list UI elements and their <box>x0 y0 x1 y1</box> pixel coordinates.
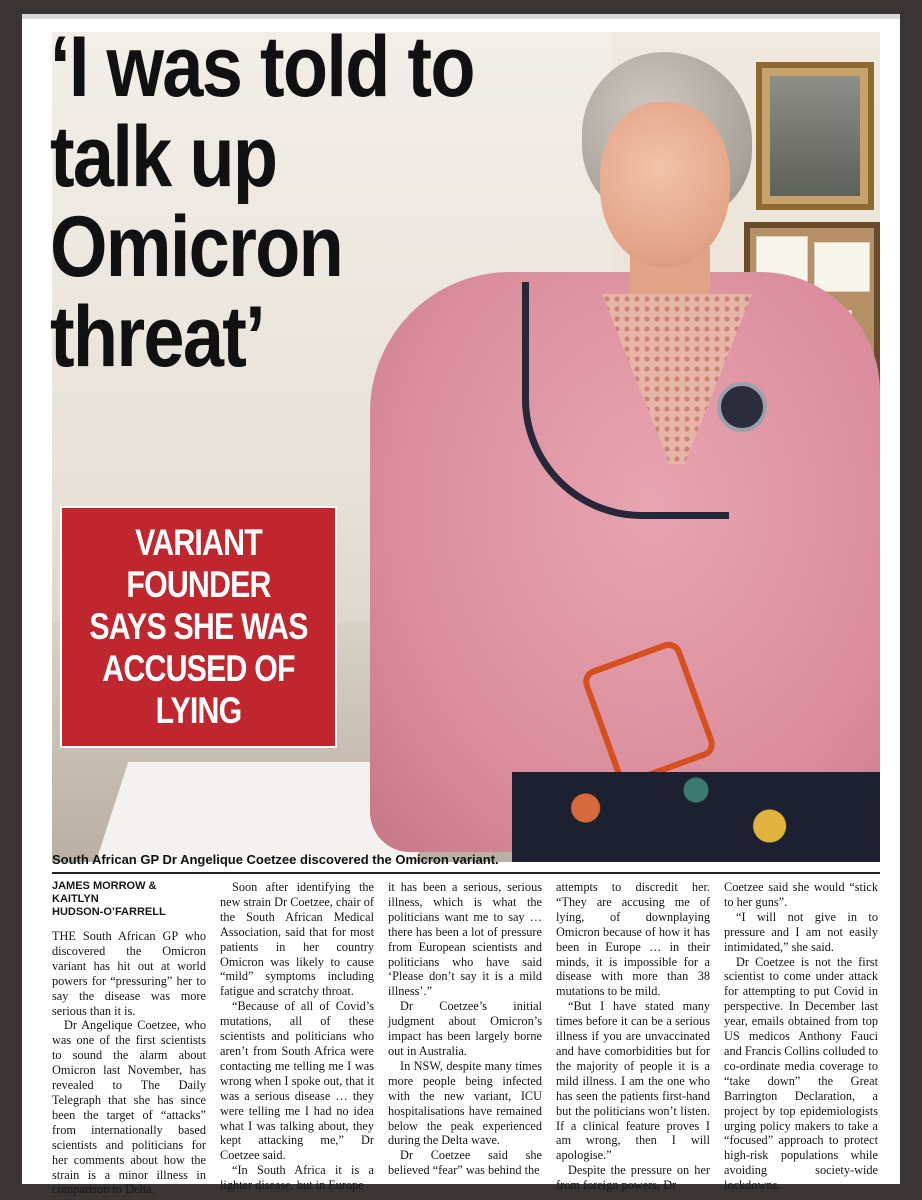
paragraph: THE South African GP who discovered the Omicron variant has hit out at world powers for “pressuring” her to say the disease was more serious than it is. <box>52 929 206 1018</box>
paragraph: it has been a serious, serious illness, which is what the politicians want me to say … there has been a lot of pressure from European scientists and politicians who have said ‘Please don’t say it is a mild illness’.” <box>388 880 542 999</box>
article-body <box>52 880 880 1197</box>
paragraph: Dr Coetzee’s initial judgment about Omicron’s impact has been largely borne out in Australia. <box>388 999 542 1058</box>
paragraph: Dr Coetzee said she believed “fear” was behind the <box>388 1148 542 1178</box>
photo-caption: South African GP Dr Angelique Coetzee discovered the Omicron variant. <box>52 852 499 867</box>
article-column-2 <box>220 880 374 1193</box>
caption-rule <box>52 872 880 874</box>
paragraph: “I will not give in to pressure and I am not easily intimidated,” she said. <box>724 909 878 954</box>
paragraph: “In South Africa it is a lighter disease, but in Europe <box>220 1163 374 1193</box>
paragraph: Dr Angelique Coetzee, who was one of the first scientists to sound the alarm about Omicron last November, has revealed to The Daily Telegraph that she has since been the target of “attacks” from internationally based scientists and politicians for her comments about how the strain is a minor illness in comparison to Delta. <box>52 1018 206 1197</box>
paragraph: Soon after identifying the new strain Dr Coetzee, chair of the South African Medical Association, said that for most patients in her country Omicron was likely to cause “mild” symptoms including fatigue and scratchy throat. <box>220 880 374 999</box>
stethoscope-head-icon <box>717 382 767 432</box>
paragraph: In NSW, despite many times more people being infected with the new variant, ICU hospitalisations have remained below the peak experienced during the Delta wave. <box>388 1058 542 1148</box>
article-column-1 <box>52 880 206 1197</box>
headline: ‘I was told to talk up Omicron threat’ <box>50 19 474 385</box>
article-column-4 <box>556 880 710 1193</box>
byline: JAMES MORROW & KAITLYN HUDSON-O’FARRELL <box>52 880 166 918</box>
article-column-3 <box>388 880 542 1178</box>
paragraph: “Because of all of Covid’s mutations, all of these scientists and politicians who aren’t from South Africa were contacting me telling me I was wrong when I spoke out, that it was a serious disease … they were telling me I had no idea what I was talking about, they kept attacking me,” Dr Coetzee said. <box>220 999 374 1163</box>
article-column-5 <box>724 880 878 1193</box>
standfirst-text: VARIANT FOUNDER SAYS SHE WAS ACCUSED OF LYING <box>89 522 308 731</box>
face <box>600 102 730 267</box>
standfirst-box <box>60 506 337 748</box>
paragraph: Dr Coetzee is not the first scientist to come under attack for attempting to put Covid in perspective. In December last year, emails obtained from top US medicos Anthony Fauci and Francis Collins colluded to co-ordinate media coverage to “take down” the Great Barrington Declaration, a project by top epidemiologists urging policy makers to take a “focused” approach to protect high-risk populations while avoiding society-wide lockdowns. <box>724 954 878 1193</box>
newspaper-page <box>22 14 900 1197</box>
paragraph: Despite the pressure on her from foreign powers, Dr <box>556 1163 710 1193</box>
paragraph: “But I have stated many times before it can be a serious illness if you are unvaccinated and have comorbidities but for the majority of people it is a mild illness. I am the one who has seen the patients first-hand but the politicians won’t listen. If a clinical feature proves I am wrong, then I will apologise.” <box>556 999 710 1163</box>
portrait-frame <box>756 62 874 210</box>
floral-skirt <box>512 772 880 862</box>
paragraph: attempts to discredit her. “They are accusing me of lying, of downplaying Omicron because of how it has been in Europe … in their minds, it is impossible for a disease with more than 38 mutations to be mild. <box>556 880 710 999</box>
paragraph: Coetzee said she would “stick to her guns”. <box>724 880 878 909</box>
